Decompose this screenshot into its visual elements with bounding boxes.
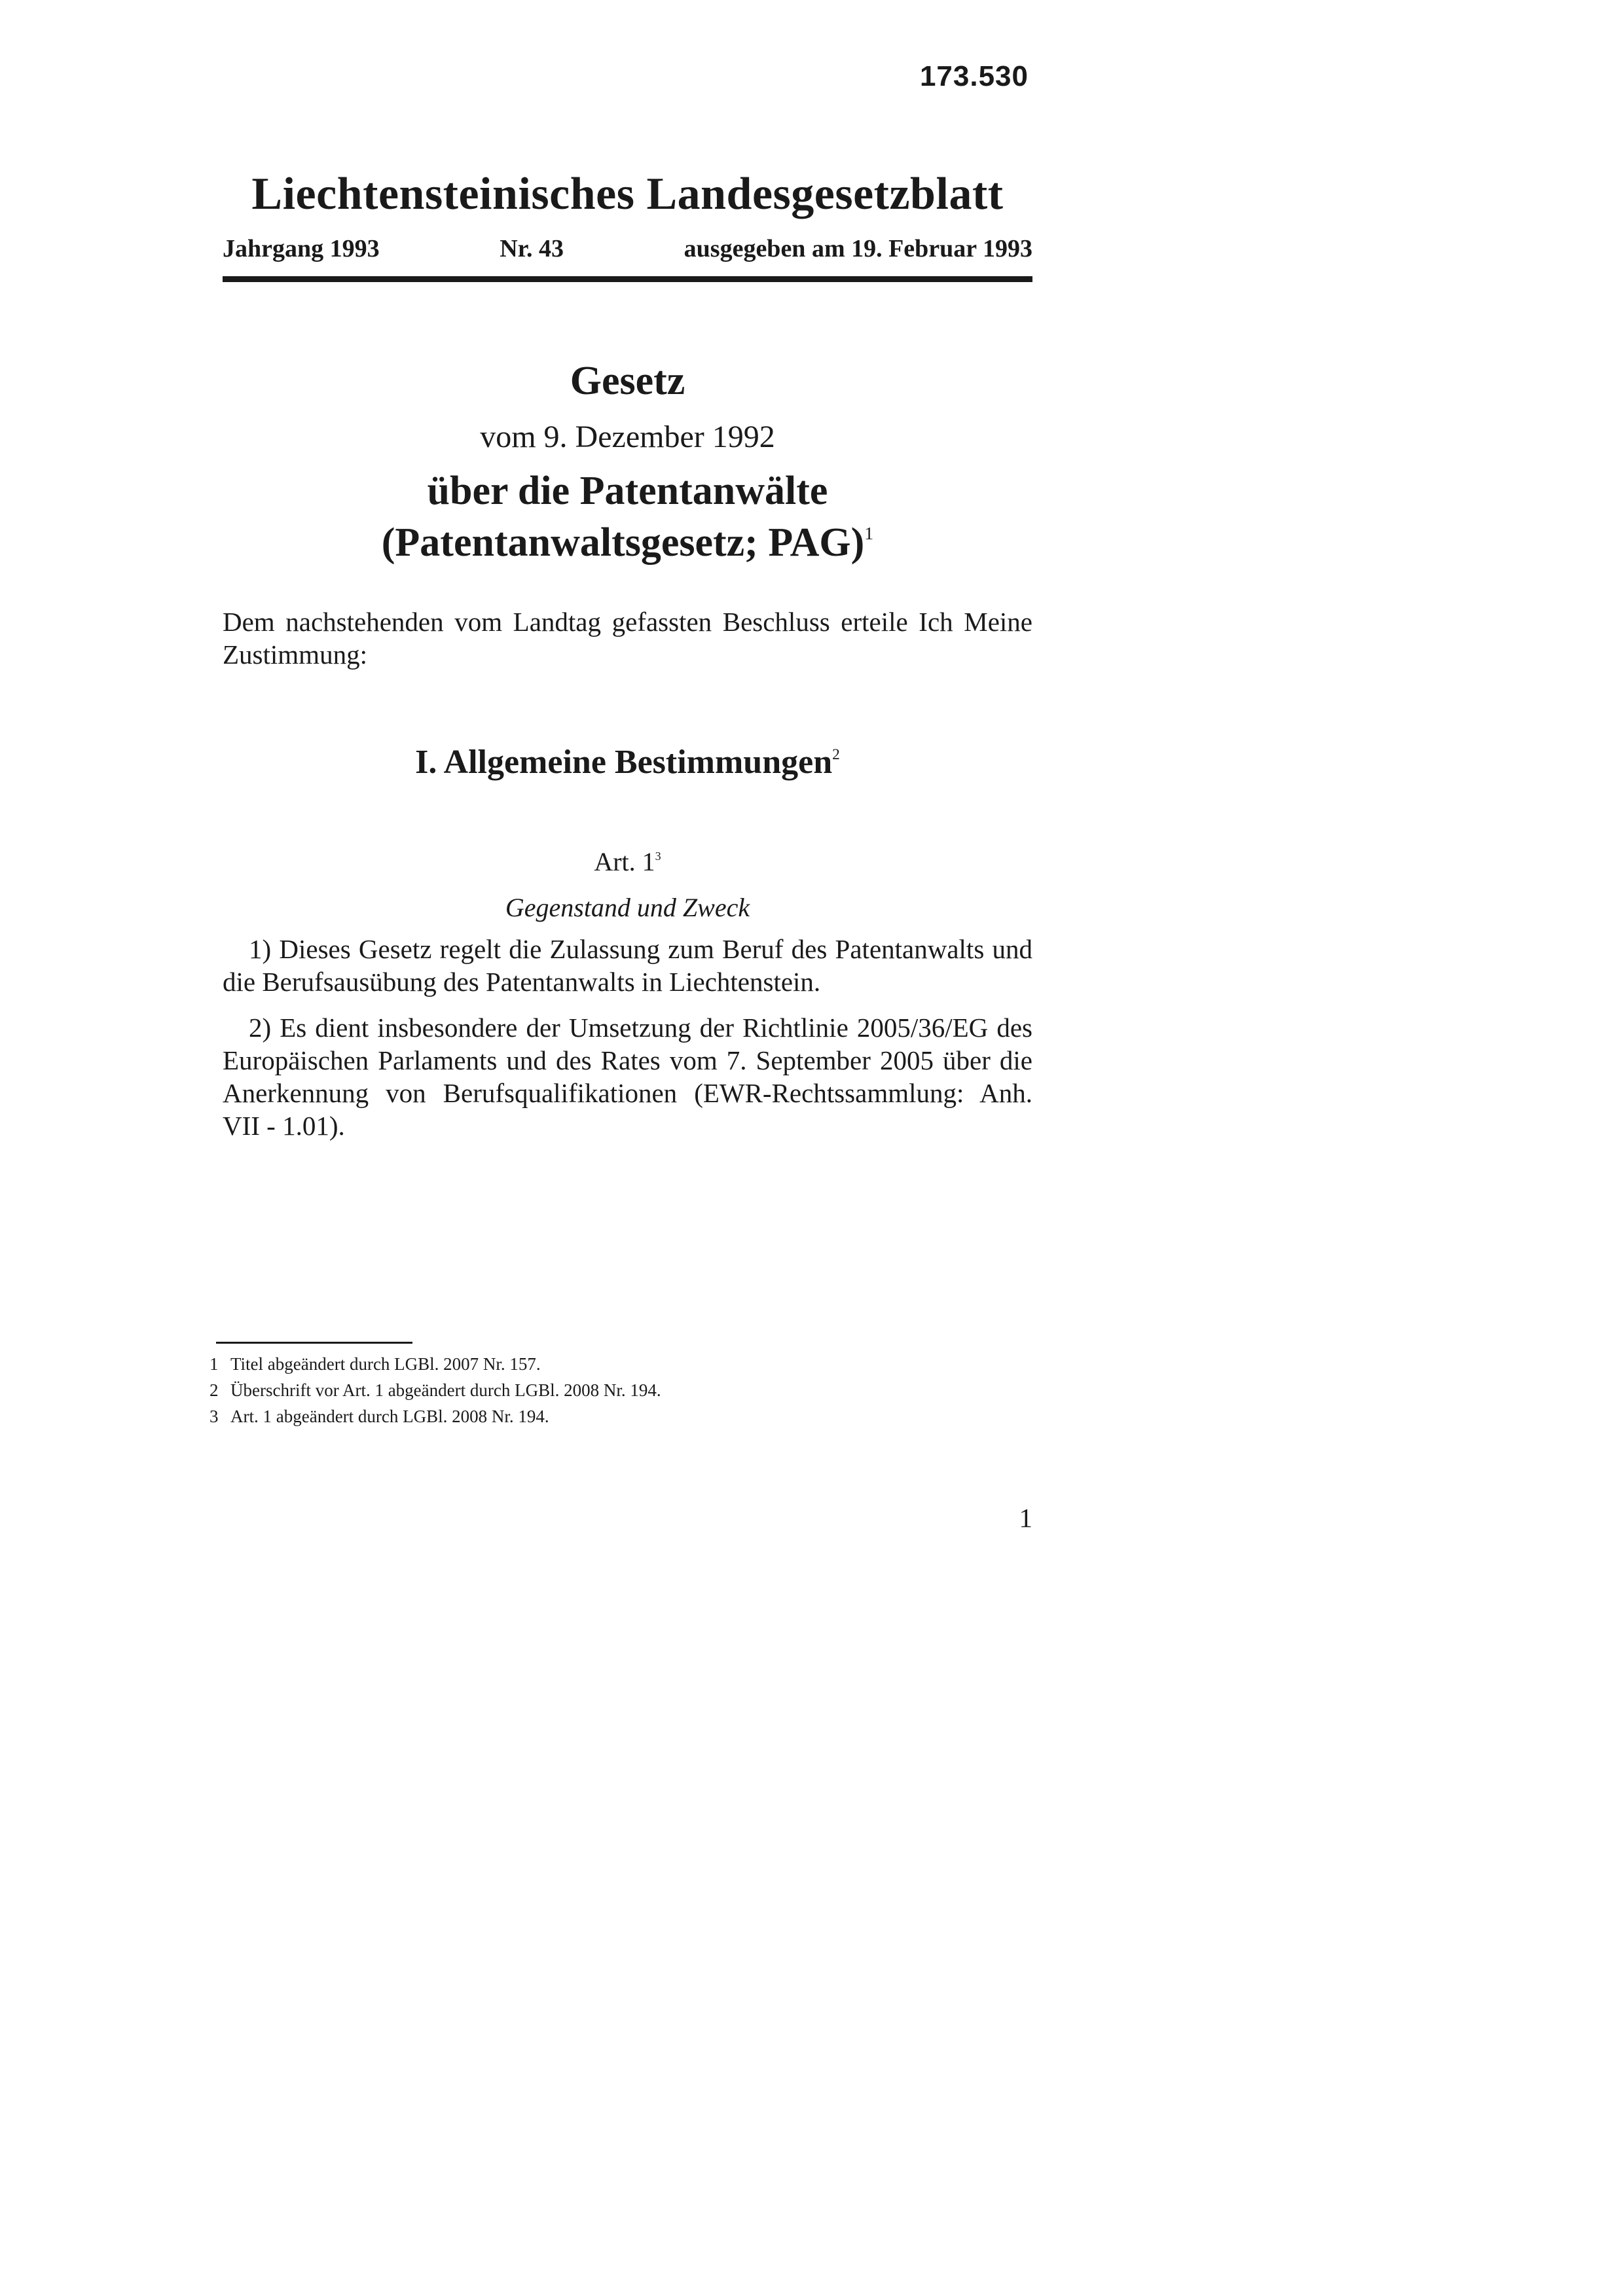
masthead-rule — [223, 276, 1032, 282]
section-heading-text: I. Allgemeine Bestimmungen — [415, 744, 833, 781]
article-number-text: Art. 1 — [594, 847, 655, 876]
footnote-text: Überschrift vor Art. 1 abgeändert durch LGBl. 2008 Nr. 194. — [230, 1380, 661, 1400]
article-subject: Gegenstand und Zweck — [505, 893, 750, 922]
footnote-1 — [210, 1352, 1034, 1378]
footnotes — [210, 1352, 1034, 1430]
law-title-line1: über die Patentanwälte — [427, 468, 828, 513]
footnote-marker: 2 — [210, 1380, 219, 1400]
law-kind: Gesetz — [570, 359, 685, 403]
section-heading — [223, 743, 1032, 781]
preamble: Dem nachstehenden vom Landtag gefassten Beschluss erteile Ich Meine Zustimmung: — [223, 607, 1032, 670]
article-number — [223, 846, 1032, 877]
gazette-title: Liechtensteinisches Landesgesetzblatt — [251, 169, 1004, 219]
classification-number: 173.530 — [919, 60, 1029, 92]
footnote-3 — [210, 1404, 1034, 1430]
law-title — [223, 465, 1032, 569]
footnote-ref-1: 1 — [864, 524, 874, 545]
footnote-separator — [216, 1342, 412, 1344]
footnote-ref-2: 2 — [832, 745, 840, 763]
law-heading — [223, 357, 1032, 569]
footnote-text: Art. 1 abgeändert durch LGBl. 2008 Nr. 194. — [230, 1406, 549, 1426]
gazette-masthead — [223, 171, 1032, 282]
law-title-line2: (Patentanwaltsgesetz; PAG) — [381, 520, 865, 565]
footnote-text: Titel abgeändert durch LGBl. 2007 Nr. 157. — [230, 1354, 541, 1374]
law-date: vom 9. Dezember 1992 — [480, 420, 775, 455]
article-paragraph-1: 1) Dieses Gesetz regelt die Zulassung zum Beruf des Patentanwalts und die Berufsausübung des Patentanwalts in Liechtenstein. — [223, 934, 1032, 997]
footnote-marker: 1 — [210, 1354, 219, 1374]
gazette-issued-date: ausgegeben am 19. Februar 1993 — [684, 235, 1032, 262]
footnote-ref-3: 3 — [655, 849, 661, 863]
footnote-2 — [210, 1378, 1034, 1404]
gazette-number: Nr. 43 — [500, 235, 564, 262]
gazette-issue-line — [223, 234, 1032, 263]
article-body — [223, 933, 1032, 1155]
gazette-year: Jahrgang 1993 — [223, 235, 380, 262]
footnote-marker: 3 — [210, 1406, 219, 1426]
page-number: 1 — [1019, 1503, 1032, 1533]
article-paragraph-2: 2) Es dient insbesondere der Umsetzung der Richtlinie 2005/36/EG des Europäischen Parlaments und des Rates vom 7. September 2005 über die Anerkennung von Berufsqualifikationen (EWR-Rechtssammlung: Anh. VII - 1.01). — [223, 1013, 1032, 1141]
